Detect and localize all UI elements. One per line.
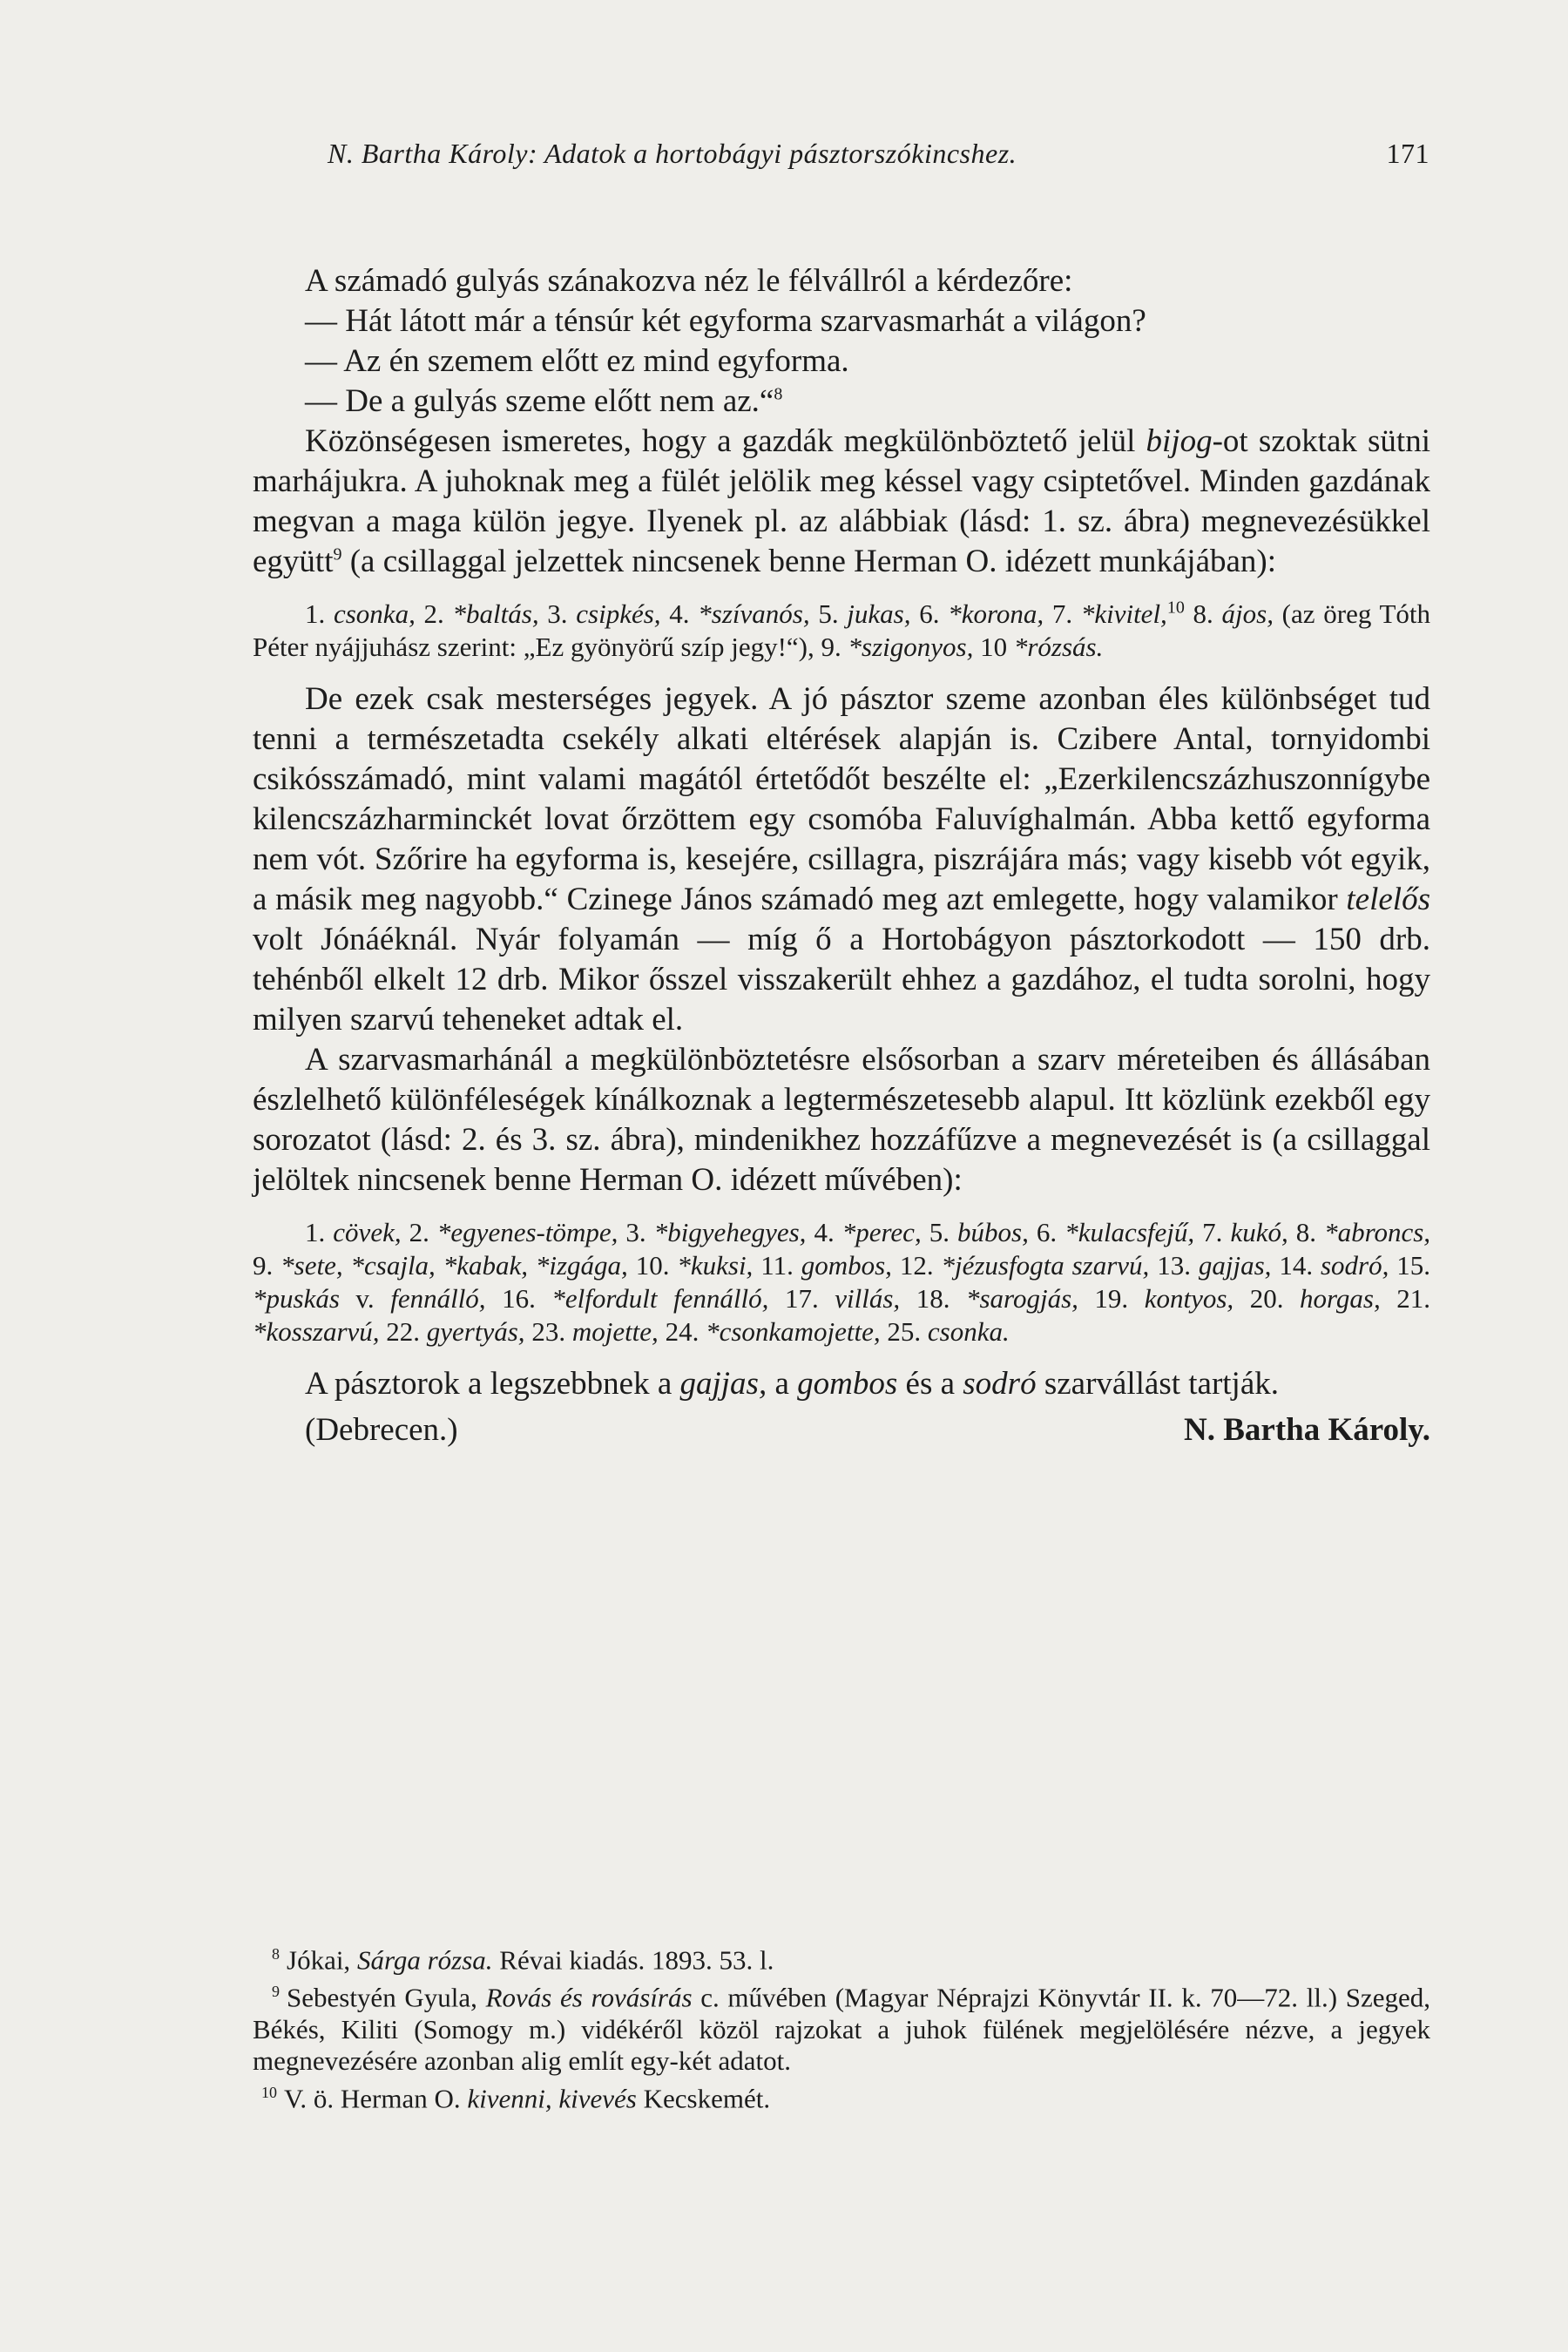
horn-list-term: *csonkamojette, xyxy=(706,1316,881,1347)
horn-list-term: gajjas, xyxy=(1198,1250,1272,1281)
dialogue-line-1: — Hát látott már a ténsúr két egyforma szarvasmarhát a világon? xyxy=(305,303,1146,339)
horn-list-term: mojette, xyxy=(571,1316,659,1347)
footnote-10-title: kivenni, kivevés xyxy=(467,2082,637,2113)
list1-term-10: *rózsás. xyxy=(1013,632,1104,662)
horn-list-number: 18. xyxy=(900,1283,966,1314)
page-number: 171 xyxy=(1386,138,1429,169)
horn-list-term: *egyenes-tömpe, xyxy=(436,1217,618,1247)
horn-list-number: 8. xyxy=(1288,1217,1325,1247)
para1-text-c: (a csillaggal jelzettek nincsenek benne Herman O. idézett munkájában): xyxy=(341,544,1277,579)
horn-list-term: *elfordult fennálló, xyxy=(551,1283,769,1314)
horn-list-number: 24. xyxy=(658,1316,706,1347)
horn-list-number: 1. xyxy=(305,1217,334,1247)
horn-list-term: búbos, xyxy=(957,1217,1029,1247)
dialogue-line-2: — Az én szemem előtt ez mind egyforma. xyxy=(305,343,849,379)
horn-list-number: 17. xyxy=(768,1283,835,1314)
horn-list-number: 23. xyxy=(524,1316,572,1347)
footnote-9-number: 9 xyxy=(272,1983,280,2001)
horn-list xyxy=(253,1216,1430,1348)
horn-list-number: 12. xyxy=(891,1250,942,1281)
horn-list-term: *abroncs, xyxy=(1324,1217,1431,1247)
running-title: N. Bartha Károly: Adatok a hortobágyi pásztorszókincshez. xyxy=(328,138,1017,169)
para4-text-c: és a xyxy=(897,1366,963,1402)
horn-list-term: *puskás xyxy=(253,1283,340,1314)
term-telelos: telelős xyxy=(1346,882,1430,917)
list1-term-9: *szigonyos, xyxy=(848,632,974,662)
list1-term-3: csipkés, xyxy=(576,598,661,629)
horn-list-number: 20. xyxy=(1233,1283,1300,1314)
footnote-8-title: Sárga rózsa. xyxy=(356,1944,493,1976)
list1-term-7: *kivitel, xyxy=(1080,598,1167,629)
horn-list-term: sodró, xyxy=(1320,1250,1389,1281)
list1-n8: 8. xyxy=(1184,598,1222,629)
footnote-9-title: Rovás és rovásírás xyxy=(485,1982,693,2013)
horn-list-term: kontyos, xyxy=(1144,1283,1234,1314)
horn-list-number: 5. xyxy=(921,1217,958,1247)
signature-author: N. Bartha Károly. xyxy=(1184,1412,1430,1448)
horn-list-number: 13. xyxy=(1149,1250,1199,1281)
horn-list-term: horgas, xyxy=(1300,1283,1381,1314)
running-header xyxy=(328,138,1429,170)
horn-list-number: 4. xyxy=(806,1217,842,1247)
paragraph-horns: A szarvasmarhánál a megkülönböztetésre elsősorban a szarv méreteiben és állásában észlelhető különféleségek kínálkoznak a legtermészetesebb alapul. Itt közlünk ezekből egy sorozatot (lásd: 2. és 3. sz. ábra), mindenikhez hozzáfűzve a megnevezését is (a csillaggal jelöltek nincsenek benne Herman O. idézett művében): xyxy=(253,1042,1430,1198)
horn-list-term: *jézusfogta szarvú, xyxy=(941,1250,1150,1281)
term-sodro: sodró xyxy=(963,1366,1037,1402)
footnote-ref-9[interactable]: 9 xyxy=(333,544,342,564)
list1-n3: 3. xyxy=(538,598,577,629)
signature-row xyxy=(253,1411,1430,1455)
horn-list-term: *kuksi, xyxy=(677,1250,754,1281)
footnote-ref-10[interactable]: 10 xyxy=(1166,598,1185,618)
list1-n5: 5. xyxy=(809,598,848,629)
horn-list-term: *sarogjás, xyxy=(965,1283,1078,1314)
list1-quote: (az öreg Tóth Péter nyájjuhász szerint: „Ez gyönyörű szíp jegy!“), 9. xyxy=(253,598,1431,662)
horn-list-number: 25. xyxy=(880,1316,928,1347)
horn-list-number: 14. xyxy=(1271,1250,1321,1281)
list1-n4: 4. xyxy=(660,598,699,629)
dialogue-line-3-text: — De a gulyás szeme előtt nem az.“ xyxy=(305,383,774,419)
paragraph-ear-marks xyxy=(253,422,1430,582)
term-bijog: bijog xyxy=(1146,423,1213,459)
footnotes xyxy=(253,1938,1430,2114)
horn-list-term: fennálló, xyxy=(390,1283,486,1314)
horn-list-number: 15. xyxy=(1389,1250,1431,1281)
footnote-8-number: 8 xyxy=(272,1945,280,1963)
horn-list-number: 19. xyxy=(1078,1283,1145,1314)
horn-list-number: 6. xyxy=(1028,1217,1065,1247)
horn-list-number: 11. xyxy=(753,1250,801,1281)
horn-list-term: kukó, xyxy=(1230,1217,1288,1247)
list1-term-4: *szívanós, xyxy=(698,598,810,629)
footnote-8 xyxy=(253,1938,1430,1976)
horn-list-term: gyertyás, xyxy=(426,1316,525,1347)
ear-mark-list xyxy=(253,598,1430,664)
term-gajjas: gajjas, xyxy=(679,1366,767,1402)
footnote-9-text-b: c. művében (Magyar Néprajzi Könyvtár II. k. 70—72. ll.) Szeged, Békés, Kiliti (Somogy m.) vidékéről közöl rajzokat a juhok fülének megjelölésére nézve, a jegyek megnevezésére azonban alig említ egy-két adatot. xyxy=(253,1982,1430,2076)
footnote-10 xyxy=(253,2077,1430,2114)
para4-text-b: a xyxy=(767,1366,798,1402)
horn-list-term: cövek, xyxy=(333,1217,402,1247)
horn-list-number: 16. xyxy=(485,1283,552,1314)
signature-place: (Debrecen.) xyxy=(305,1412,458,1448)
horn-list-term: *perec, xyxy=(841,1217,922,1247)
horn-list-term: villás, xyxy=(835,1283,901,1314)
paragraph-closing xyxy=(253,1364,1430,1404)
paragraph-natural-marks xyxy=(253,679,1430,1040)
para1-text-b: -ot szoktak sütni marhájukra. A juhoknak meg a fülét jelölik meg késsel vagy csiptetővel. Minden gazdának megvan a maga külön jegye. Ilyenek pl. az alábbiak (lásd: 1. sz. ábra) megnevezésükkel együtt xyxy=(253,423,1430,579)
list1-term-1: csonka, xyxy=(333,598,416,629)
horn-list-number: 2. xyxy=(401,1217,437,1247)
horn-list-number: 10. xyxy=(627,1250,678,1281)
horn-list-number: 21. xyxy=(1380,1283,1431,1314)
para2-text-b: volt Jónáéknál. Nyár folyamán — míg ő a Hortobágyon pásztorkodott — 150 drb. tehénből elkelt 12 drb. Mikor ősszel visszakerült ehhez a gazdához, el tudta sorolni, hogy milyen szarvú teheneket adtak el. xyxy=(253,922,1430,1037)
horn-list-number: 7. xyxy=(1194,1217,1231,1247)
dialogue-intro: A számadó gulyás szánakozva néz le félvállról a kérdezőre: xyxy=(305,263,1073,299)
list1-n6: 6. xyxy=(910,598,949,629)
footnote-9 xyxy=(253,1976,1430,2076)
list1-n10: 10 xyxy=(973,632,1014,662)
horn-list-term: csonka. xyxy=(927,1316,1010,1347)
footnote-8-text-a: Jókai, xyxy=(287,1944,357,1976)
horn-list-term: *sete, *csajla, *kabak, *izgága, xyxy=(280,1250,628,1281)
list1-term-6: *korona, xyxy=(948,598,1044,629)
list1-n2: 2. xyxy=(415,598,453,629)
footnote-9-text-a: Sebestyén Gyula, xyxy=(287,1982,486,2013)
horn-list-term: *kosszarvú, xyxy=(253,1316,380,1347)
dialogue-line-3 xyxy=(253,382,1430,422)
list1-term-2: *baltás, xyxy=(452,598,539,629)
horn-list-term: *kulacsfejű, xyxy=(1064,1217,1195,1247)
footnote-10-text-a: V. ö. Herman O. xyxy=(284,2082,468,2113)
list1-term-8: ájos, xyxy=(1221,598,1274,629)
horn-list-number: 9. xyxy=(253,1250,281,1281)
horn-list-number: 3. xyxy=(618,1217,654,1247)
article-body xyxy=(253,261,1430,1455)
footnote-10-text-b: Kecskemét. xyxy=(636,2082,771,2113)
horn-list-term: *bigyehegyes, xyxy=(653,1217,807,1247)
term-gombos: gombos xyxy=(797,1366,898,1402)
list1-term-5: jukas, xyxy=(847,598,911,629)
horn-list-number: 22. xyxy=(379,1316,427,1347)
footnote-ref-8[interactable]: 8 xyxy=(774,384,783,404)
para4-text-a: A pásztorok a legszebbnek a xyxy=(305,1366,680,1402)
para4-text-d: szarvállást tartják. xyxy=(1036,1366,1279,1402)
horn-list-term: gombos, xyxy=(801,1250,892,1281)
footnote-10-number: 10 xyxy=(261,2083,277,2101)
list1-n7: 7. xyxy=(1044,598,1081,629)
footnote-8-text-b: Révai kiadás. 1893. 53. l. xyxy=(492,1944,774,1976)
para1-text-a: Közönségesen ismeretes, hogy a gazdák megkülönböztető jelül xyxy=(305,423,1146,459)
horn-list-number: v. xyxy=(339,1283,391,1314)
list1-n1: 1. xyxy=(305,598,334,629)
para2-text-a: De ezek csak mesterséges jegyek. A jó pásztor szeme azonban éles különbséget tud tenni a természetadta csekély alkati eltérések alapján is. Czibere Antal, tornyidombi csikósszámadó, mint valami magától értetődőt beszélte el: „Ezerkilencszázhuszonnígybe kilencszázharminckét lovat őrzöttem egy csomóba Faluvíghalmán. Abba kettő egyforma nem vót. Szőrire ha egyforma is, kesejére, csillagra, piszrájára más; vagy kisebb vót egyik, a másik meg nagyobb.“ Czinege János számadó meg azt emlegette, hogy valamikor xyxy=(253,681,1430,917)
